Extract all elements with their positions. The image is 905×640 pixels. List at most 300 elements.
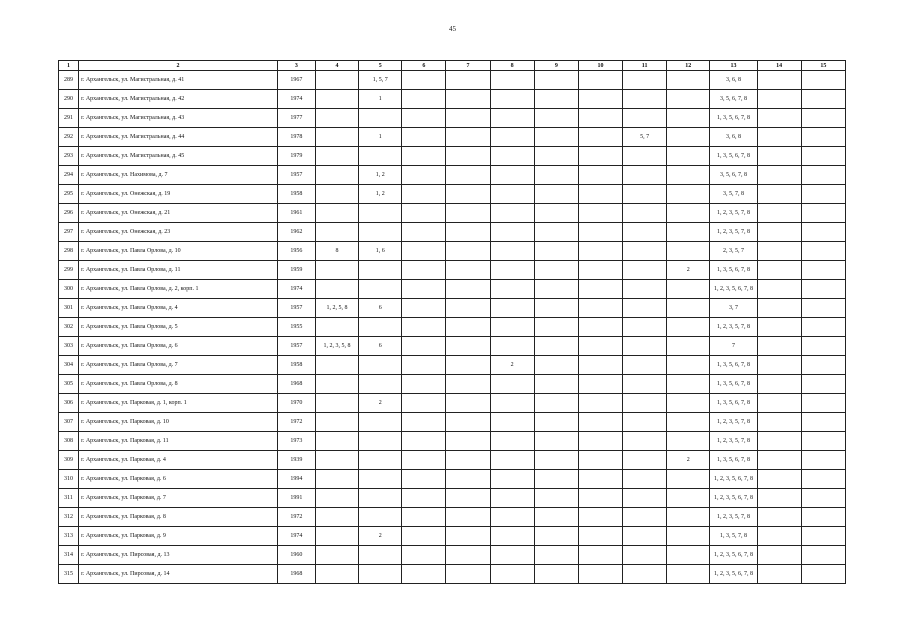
table-cell-col-14 xyxy=(757,546,801,565)
table-cell-col-2: г. Архангельск, ул. Парковая, д. 11 xyxy=(79,432,278,451)
table-cell-col-4: 8 xyxy=(315,242,358,261)
table-cell-col-1: 304 xyxy=(59,356,79,375)
table-cell-col-13: 7 xyxy=(710,337,757,356)
table-cell-col-10 xyxy=(578,318,622,337)
table-cell-col-12 xyxy=(667,489,710,508)
table-cell-col-2: г. Архангельск, ул. Павла Орлова, д. 4 xyxy=(79,299,278,318)
table-cell-col-3: 1961 xyxy=(277,204,315,223)
table-cell-col-2: г. Архангельск, ул. Павла Орлова, д. 7 xyxy=(79,356,278,375)
table-cell-col-1: 310 xyxy=(59,470,79,489)
table-cell-col-5: 1, 5, 7 xyxy=(359,71,402,90)
table-cell-col-2: г. Архангельск, ул. Парковая, д. 9 xyxy=(79,527,278,546)
table-cell-col-14 xyxy=(757,204,801,223)
table-cell-col-14 xyxy=(757,280,801,299)
table-cell-col-10 xyxy=(578,299,622,318)
table-cell-col-10 xyxy=(578,166,622,185)
table-cell-col-5 xyxy=(359,318,402,337)
table-cell-col-4: 1, 2, 5, 8 xyxy=(315,299,358,318)
table-cell-col-12 xyxy=(667,337,710,356)
table-cell-col-3: 1991 xyxy=(277,489,315,508)
column-header-13: 13 xyxy=(710,61,757,71)
table-cell-col-5: 2 xyxy=(359,394,402,413)
table-cell-col-11 xyxy=(623,337,667,356)
table-cell-col-6 xyxy=(402,394,446,413)
table-cell-col-9 xyxy=(534,71,578,90)
table-row xyxy=(59,223,846,242)
table-cell-col-1: 300 xyxy=(59,280,79,299)
table-cell-col-2: г. Архангельск, ул. Павла Орлова, д. 6 xyxy=(79,337,278,356)
table-cell-col-6 xyxy=(402,242,446,261)
table-cell-col-12 xyxy=(667,527,710,546)
table-cell-col-7 xyxy=(446,109,490,128)
table-cell-col-8 xyxy=(490,166,534,185)
table-cell-col-9 xyxy=(534,90,578,109)
table-cell-col-15 xyxy=(801,71,845,90)
table-cell-col-2: г. Архангельск, ул. Парковая, д. 1, корп. 1 xyxy=(79,394,278,413)
table-cell-col-9 xyxy=(534,280,578,299)
table-cell-col-1: 314 xyxy=(59,546,79,565)
table-row xyxy=(59,394,846,413)
table-row xyxy=(59,337,846,356)
table-cell-col-3: 1960 xyxy=(277,546,315,565)
table-cell-col-8 xyxy=(490,432,534,451)
table-cell-col-4 xyxy=(315,147,358,166)
table-cell-col-10 xyxy=(578,337,622,356)
column-header-9: 9 xyxy=(534,61,578,71)
table-cell-col-2: г. Архангельск, ул. Парковая, д. 4 xyxy=(79,451,278,470)
table-cell-col-11 xyxy=(623,261,667,280)
table-cell-col-6 xyxy=(402,299,446,318)
table-cell-col-15 xyxy=(801,432,845,451)
table-cell-col-15 xyxy=(801,109,845,128)
table-cell-col-1: 313 xyxy=(59,527,79,546)
table-cell-col-8 xyxy=(490,394,534,413)
table-cell-col-10 xyxy=(578,204,622,223)
table-cell-col-15 xyxy=(801,527,845,546)
table-cell-col-12 xyxy=(667,128,710,147)
table-cell-col-5: 6 xyxy=(359,299,402,318)
table-cell-col-9 xyxy=(534,299,578,318)
table-cell-col-1: 293 xyxy=(59,147,79,166)
table-cell-col-3: 1972 xyxy=(277,413,315,432)
table-cell-col-4 xyxy=(315,109,358,128)
table-cell-col-1: 299 xyxy=(59,261,79,280)
table-cell-col-1: 296 xyxy=(59,204,79,223)
table-cell-col-10 xyxy=(578,261,622,280)
table-cell-col-10 xyxy=(578,147,622,166)
table-cell-col-2: г. Архангельск, ул. Онежская, д. 21 xyxy=(79,204,278,223)
table-cell-col-6 xyxy=(402,280,446,299)
table-cell-col-10 xyxy=(578,223,622,242)
table-cell-col-13: 3, 7 xyxy=(710,299,757,318)
table-cell-col-6 xyxy=(402,546,446,565)
table-cell-col-5 xyxy=(359,109,402,128)
table-cell-col-3: 1958 xyxy=(277,356,315,375)
table-cell-col-14 xyxy=(757,413,801,432)
column-header-6: 6 xyxy=(402,61,446,71)
table-cell-col-4: 1, 2, 3, 5, 8 xyxy=(315,337,358,356)
table-cell-col-12 xyxy=(667,90,710,109)
table-cell-col-2: г. Архангельск, ул. Парковая, д. 6 xyxy=(79,470,278,489)
table-cell-col-10 xyxy=(578,185,622,204)
table-cell-col-15 xyxy=(801,261,845,280)
table-cell-col-13: 1, 3, 5, 6, 7, 8 xyxy=(710,375,757,394)
table-cell-col-11 xyxy=(623,109,667,128)
table-cell-col-2: г. Архангельск, ул. Магистральная, д. 41 xyxy=(79,71,278,90)
table-cell-col-8 xyxy=(490,280,534,299)
table-cell-col-1: 301 xyxy=(59,299,79,318)
table-cell-col-10 xyxy=(578,432,622,451)
table-cell-col-4 xyxy=(315,432,358,451)
table-cell-col-15 xyxy=(801,223,845,242)
table-cell-col-1: 294 xyxy=(59,166,79,185)
table-cell-col-4 xyxy=(315,565,358,584)
table-cell-col-10 xyxy=(578,413,622,432)
table-cell-col-1: 303 xyxy=(59,337,79,356)
table-cell-col-7 xyxy=(446,337,490,356)
table-cell-col-13: 1, 2, 3, 5, 6, 7, 8 xyxy=(710,546,757,565)
table-cell-col-15 xyxy=(801,166,845,185)
table-cell-col-14 xyxy=(757,261,801,280)
table-cell-col-11 xyxy=(623,565,667,584)
table-cell-col-5: 6 xyxy=(359,337,402,356)
table-row xyxy=(59,299,846,318)
table-cell-col-8: 2 xyxy=(490,356,534,375)
table-cell-col-10 xyxy=(578,375,622,394)
table-cell-col-4 xyxy=(315,185,358,204)
table-cell-col-12 xyxy=(667,185,710,204)
column-header-14: 14 xyxy=(757,61,801,71)
column-header-3: 3 xyxy=(277,61,315,71)
table-cell-col-4 xyxy=(315,318,358,337)
table-cell-col-14 xyxy=(757,299,801,318)
table-cell-col-9 xyxy=(534,128,578,147)
table-cell-col-10 xyxy=(578,394,622,413)
table-cell-col-12 xyxy=(667,280,710,299)
table-cell-col-6 xyxy=(402,489,446,508)
table-cell-col-3: 1957 xyxy=(277,299,315,318)
table-cell-col-15 xyxy=(801,242,845,261)
table-row xyxy=(59,261,846,280)
table-cell-col-4 xyxy=(315,223,358,242)
table-cell-col-6 xyxy=(402,508,446,527)
table-cell-col-4 xyxy=(315,394,358,413)
table-cell-col-11 xyxy=(623,166,667,185)
table-cell-col-2: г. Архангельск, ул. Павла Орлова, д. 2, корп. 1 xyxy=(79,280,278,299)
table-cell-col-3: 1973 xyxy=(277,432,315,451)
table-cell-col-7 xyxy=(446,318,490,337)
table-cell-col-13: 1, 3, 5, 6, 7, 8 xyxy=(710,109,757,128)
table-cell-col-9 xyxy=(534,318,578,337)
table-cell-col-6 xyxy=(402,90,446,109)
table-cell-col-13: 1, 2, 3, 5, 7, 8 xyxy=(710,508,757,527)
table-cell-col-8 xyxy=(490,375,534,394)
table-cell-col-11 xyxy=(623,90,667,109)
table-cell-col-10 xyxy=(578,546,622,565)
page-number: 45 xyxy=(449,25,456,33)
buildings-table xyxy=(58,60,846,584)
table-cell-col-11 xyxy=(623,223,667,242)
table-cell-col-5 xyxy=(359,204,402,223)
table-cell-col-11 xyxy=(623,71,667,90)
table-cell-col-5: 1 xyxy=(359,90,402,109)
table-cell-col-5 xyxy=(359,508,402,527)
column-header-8: 8 xyxy=(490,61,534,71)
table-cell-col-8 xyxy=(490,109,534,128)
table-cell-col-1: 290 xyxy=(59,90,79,109)
table-cell-col-15 xyxy=(801,90,845,109)
table-cell-col-8 xyxy=(490,546,534,565)
table-cell-col-14 xyxy=(757,242,801,261)
table-cell-col-3: 1968 xyxy=(277,375,315,394)
table-cell-col-8 xyxy=(490,413,534,432)
table-cell-col-13: 3, 6, 8 xyxy=(710,128,757,147)
table-cell-col-3: 1957 xyxy=(277,337,315,356)
table-cell-col-10 xyxy=(578,527,622,546)
table-cell-col-12 xyxy=(667,565,710,584)
table-cell-col-7 xyxy=(446,356,490,375)
table-cell-col-13: 1, 3, 5, 6, 7, 8 xyxy=(710,356,757,375)
table-cell-col-10 xyxy=(578,109,622,128)
table-cell-col-6 xyxy=(402,71,446,90)
table-cell-col-11 xyxy=(623,280,667,299)
table-cell-col-10 xyxy=(578,71,622,90)
table-cell-col-13: 1, 2, 3, 5, 6, 7, 8 xyxy=(710,565,757,584)
table-cell-col-14 xyxy=(757,565,801,584)
table-row xyxy=(59,470,846,489)
table-cell-col-11 xyxy=(623,489,667,508)
table-cell-col-7 xyxy=(446,71,490,90)
table-cell-col-12 xyxy=(667,470,710,489)
table-cell-col-11 xyxy=(623,356,667,375)
table-cell-col-1: 305 xyxy=(59,375,79,394)
table-row xyxy=(59,109,846,128)
table-cell-col-9 xyxy=(534,337,578,356)
table-body xyxy=(59,71,846,584)
table-cell-col-1: 292 xyxy=(59,128,79,147)
table-cell-col-7 xyxy=(446,261,490,280)
table-cell-col-14 xyxy=(757,223,801,242)
table-cell-col-2: г. Архангельск, ул. Магистральная, д. 44 xyxy=(79,128,278,147)
table-cell-col-2: г. Архангельск, ул. Павла Орлова, д. 10 xyxy=(79,242,278,261)
table-cell-col-7 xyxy=(446,508,490,527)
table-cell-col-2: г. Архангельск, ул. Парковая, д. 8 xyxy=(79,508,278,527)
table-cell-col-8 xyxy=(490,147,534,166)
table-cell-col-3: 1974 xyxy=(277,90,315,109)
table-row xyxy=(59,204,846,223)
table-cell-col-12 xyxy=(667,356,710,375)
table-cell-col-1: 309 xyxy=(59,451,79,470)
table-row xyxy=(59,375,846,394)
table-cell-col-15 xyxy=(801,128,845,147)
table-cell-col-7 xyxy=(446,166,490,185)
table-cell-col-7 xyxy=(446,489,490,508)
table-cell-col-10 xyxy=(578,489,622,508)
table-cell-col-3: 1962 xyxy=(277,223,315,242)
table-cell-col-14 xyxy=(757,432,801,451)
table-cell-col-5: 1 xyxy=(359,128,402,147)
table-cell-col-12 xyxy=(667,394,710,413)
table-cell-col-15 xyxy=(801,147,845,166)
table-cell-col-15 xyxy=(801,451,845,470)
column-header-11: 11 xyxy=(623,61,667,71)
table-cell-col-8 xyxy=(490,299,534,318)
table-cell-col-11 xyxy=(623,451,667,470)
table-cell-col-4 xyxy=(315,90,358,109)
table-cell-col-13: 1, 2, 3, 5, 6, 7, 8 xyxy=(710,470,757,489)
table-cell-col-10 xyxy=(578,128,622,147)
table-cell-col-5: 1, 2 xyxy=(359,166,402,185)
table-cell-col-13: 1, 2, 3, 5, 7, 8 xyxy=(710,204,757,223)
table-cell-col-13: 3, 6, 8 xyxy=(710,71,757,90)
table-cell-col-15 xyxy=(801,413,845,432)
table-cell-col-14 xyxy=(757,451,801,470)
table-cell-col-6 xyxy=(402,147,446,166)
table-cell-col-11 xyxy=(623,318,667,337)
table-cell-col-12 xyxy=(667,318,710,337)
table-cell-col-7 xyxy=(446,527,490,546)
table-row xyxy=(59,356,846,375)
table-cell-col-13: 3, 5, 6, 7, 8 xyxy=(710,166,757,185)
table-cell-col-8 xyxy=(490,185,534,204)
table-cell-col-4 xyxy=(315,71,358,90)
table-cell-col-10 xyxy=(578,242,622,261)
table-cell-col-7 xyxy=(446,299,490,318)
table-cell-col-12 xyxy=(667,147,710,166)
table-cell-col-9 xyxy=(534,166,578,185)
table-cell-col-12: 2 xyxy=(667,451,710,470)
table-cell-col-8 xyxy=(490,71,534,90)
table-cell-col-3: 1939 xyxy=(277,451,315,470)
table-cell-col-15 xyxy=(801,508,845,527)
table-cell-col-3: 1974 xyxy=(277,527,315,546)
table-cell-col-6 xyxy=(402,166,446,185)
table-cell-col-14 xyxy=(757,508,801,527)
table-cell-col-10 xyxy=(578,90,622,109)
table-cell-col-5 xyxy=(359,413,402,432)
table-cell-col-9 xyxy=(534,508,578,527)
table-cell-col-3: 1978 xyxy=(277,128,315,147)
table-row xyxy=(59,432,846,451)
table-cell-col-13: 1, 2, 3, 5, 7, 8 xyxy=(710,318,757,337)
table-cell-col-4 xyxy=(315,261,358,280)
table-cell-col-7 xyxy=(446,432,490,451)
table-cell-col-15 xyxy=(801,489,845,508)
table-cell-col-5 xyxy=(359,432,402,451)
table-cell-col-6 xyxy=(402,223,446,242)
table-cell-col-13: 3, 5, 6, 7, 8 xyxy=(710,90,757,109)
table-cell-col-11 xyxy=(623,375,667,394)
table-cell-col-7 xyxy=(446,204,490,223)
table-cell-col-2: г. Архангельск, ул. Пирсовая, д. 14 xyxy=(79,565,278,584)
table-cell-col-9 xyxy=(534,489,578,508)
table-cell-col-10 xyxy=(578,508,622,527)
table-cell-col-14 xyxy=(757,318,801,337)
table-cell-col-5 xyxy=(359,261,402,280)
table-cell-col-5 xyxy=(359,546,402,565)
table-cell-col-13: 1, 3, 5, 6, 7, 8 xyxy=(710,394,757,413)
table-cell-col-6 xyxy=(402,413,446,432)
table-cell-col-13: 1, 2, 3, 5, 6, 7, 8 xyxy=(710,280,757,299)
table-header-row xyxy=(59,61,846,71)
table-cell-col-11 xyxy=(623,470,667,489)
table-cell-col-3: 1958 xyxy=(277,185,315,204)
table-cell-col-13: 1, 3, 5, 6, 7, 8 xyxy=(710,147,757,166)
table-cell-col-7 xyxy=(446,242,490,261)
table-cell-col-8 xyxy=(490,261,534,280)
table-cell-col-6 xyxy=(402,565,446,584)
table-cell-col-6 xyxy=(402,185,446,204)
table-cell-col-1: 298 xyxy=(59,242,79,261)
table-cell-col-4 xyxy=(315,489,358,508)
table-cell-col-8 xyxy=(490,337,534,356)
table-cell-col-5: 1, 2 xyxy=(359,185,402,204)
table-cell-col-10 xyxy=(578,470,622,489)
table-cell-col-9 xyxy=(534,546,578,565)
table-cell-col-11 xyxy=(623,508,667,527)
table-cell-col-6 xyxy=(402,261,446,280)
table-cell-col-8 xyxy=(490,204,534,223)
table-cell-col-14 xyxy=(757,128,801,147)
column-header-12: 12 xyxy=(667,61,710,71)
table-cell-col-9 xyxy=(534,527,578,546)
table-cell-col-4 xyxy=(315,166,358,185)
table-cell-col-8 xyxy=(490,90,534,109)
table-cell-col-9 xyxy=(534,242,578,261)
table-cell-col-4 xyxy=(315,546,358,565)
table-cell-col-15 xyxy=(801,375,845,394)
table-cell-col-12 xyxy=(667,204,710,223)
table-cell-col-3: 1959 xyxy=(277,261,315,280)
table-cell-col-11 xyxy=(623,413,667,432)
table-cell-col-13: 1, 2, 3, 5, 6, 7, 8 xyxy=(710,489,757,508)
table-cell-col-3: 1968 xyxy=(277,565,315,584)
table-cell-col-4 xyxy=(315,451,358,470)
table-cell-col-6 xyxy=(402,109,446,128)
table-cell-col-15 xyxy=(801,470,845,489)
table-row xyxy=(59,508,846,527)
table-cell-col-15 xyxy=(801,546,845,565)
table-cell-col-14 xyxy=(757,147,801,166)
table-cell-col-11 xyxy=(623,394,667,413)
table-cell-col-9 xyxy=(534,451,578,470)
table-cell-col-9 xyxy=(534,394,578,413)
table-cell-col-11 xyxy=(623,204,667,223)
table-cell-col-7 xyxy=(446,375,490,394)
table-cell-col-13: 1, 2, 3, 5, 7, 8 xyxy=(710,413,757,432)
table-cell-col-14 xyxy=(757,470,801,489)
table-cell-col-2: г. Архангельск, ул. Павла Орлова, д. 11 xyxy=(79,261,278,280)
table-cell-col-3: 1956 xyxy=(277,242,315,261)
table-cell-col-2: г. Архангельск, ул. Нахимова, д. 7 xyxy=(79,166,278,185)
table-cell-col-5 xyxy=(359,375,402,394)
table-cell-col-4 xyxy=(315,204,358,223)
table-cell-col-11 xyxy=(623,185,667,204)
table-cell-col-9 xyxy=(534,204,578,223)
table-row xyxy=(59,280,846,299)
table-cell-col-4 xyxy=(315,508,358,527)
table-cell-col-7 xyxy=(446,470,490,489)
table-cell-col-1: 315 xyxy=(59,565,79,584)
table-cell-col-3: 1972 xyxy=(277,508,315,527)
table-row xyxy=(59,166,846,185)
table-cell-col-14 xyxy=(757,166,801,185)
table-cell-col-13: 1, 3, 5, 6, 7, 8 xyxy=(710,451,757,470)
table-cell-col-4 xyxy=(315,470,358,489)
table-cell-col-6 xyxy=(402,337,446,356)
table-cell-col-13: 1, 3, 5, 7, 8 xyxy=(710,527,757,546)
table-cell-col-14 xyxy=(757,337,801,356)
